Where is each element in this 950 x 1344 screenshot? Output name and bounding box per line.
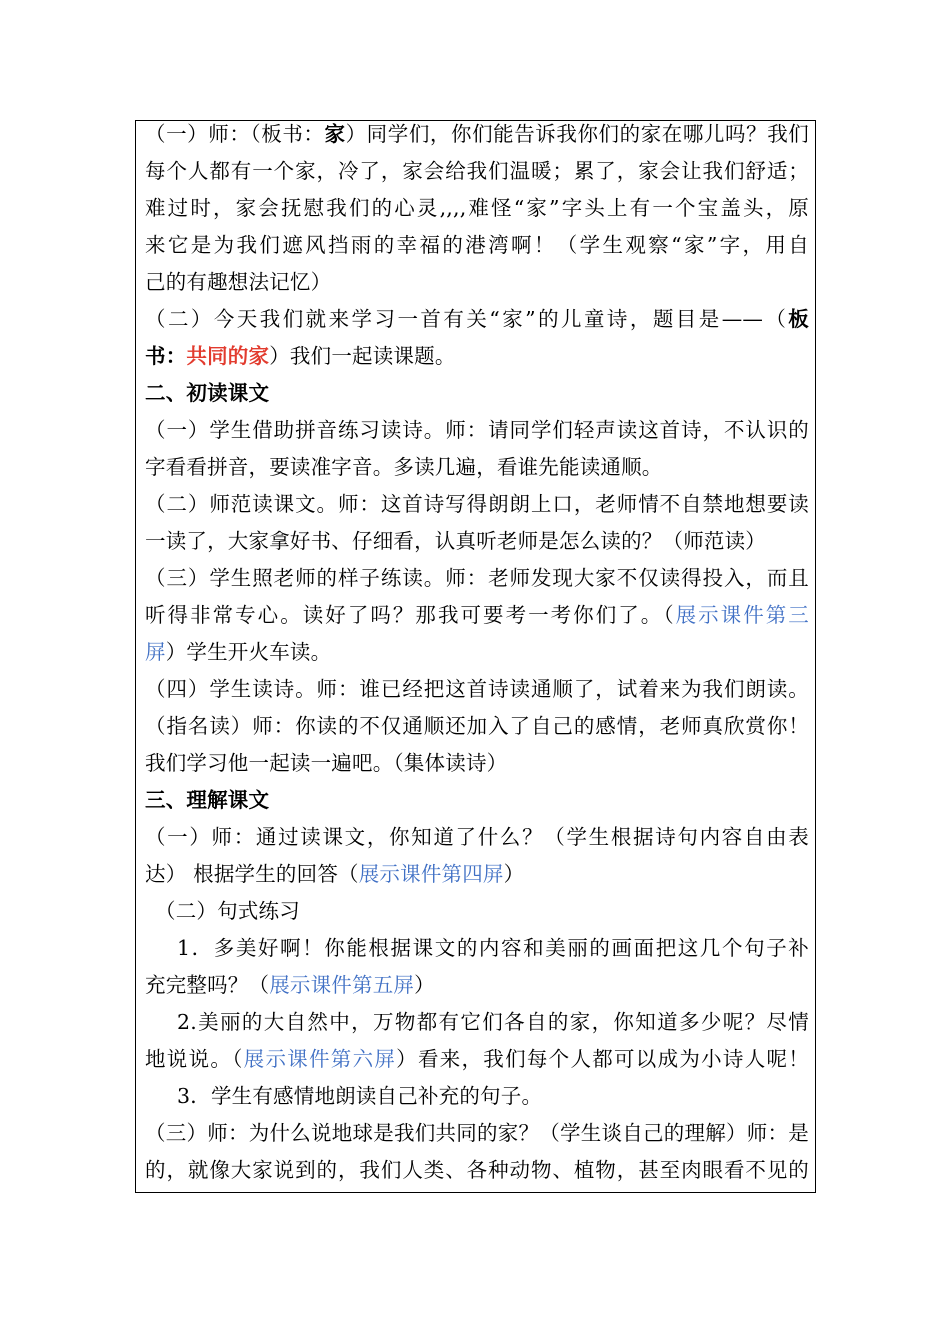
text-span: ）我们一起读课题。: [269, 344, 456, 368]
courseware-reference: 展示课件第三: [675, 603, 809, 627]
text-span: （二）今天我们就来学习一首有关“家”的儿童诗，题目是——（: [145, 307, 789, 331]
paragraph-line: 每个人都有一个家，冷了，家会给我们温暖；累了，家会让我们舒适；: [145, 159, 809, 183]
paragraph-line: [145, 634, 809, 671]
text-span: ）学生开火车读。: [165, 640, 332, 664]
courseware-reference: 屏: [145, 640, 166, 664]
paragraph-line: 的，就像大家说到的，我们人类、各种动物、植物，甚至肉眼看不见的: [145, 1158, 809, 1182]
paragraph-line: 1．多美好啊！你能根据课文的内容和美丽的画面把这几个句子补: [177, 936, 809, 960]
paragraph-line: （二）句式练习: [155, 899, 300, 923]
text-span: 充完整吗？（: [145, 973, 270, 997]
paragraph-line: [145, 597, 809, 634]
paragraph-line: [145, 338, 809, 375]
text-span: （一）师：（板书：: [145, 122, 325, 146]
lesson-title-emphasis: 共同的家: [186, 344, 270, 368]
text-span: ）看来，我们每个人都可以成为小诗人呢！: [396, 1047, 809, 1071]
text-span: ）同学们，你们能告诉我你们的家在哪儿吗？我们: [345, 122, 809, 146]
text-span: （三）学生照老师的样子练读。师：老师发现大家不仅读得投入，而且: [145, 566, 809, 590]
paragraph-line: [145, 116, 809, 153]
paragraph-line: 一读了，大家拿好书、仔细看，认真听老师是怎么读的？（师范读）: [145, 529, 766, 553]
text-span: ）: [414, 973, 435, 997]
paragraph-line: （二）师范读课文。师：这首诗写得朗朗上口，老师情不自禁地想要读: [145, 492, 809, 516]
paragraph-line: 2.美丽的大自然中，万物都有它们各自的家，你知道多少呢？尽情: [177, 1010, 809, 1034]
paragraph-line: （指名读）师：你读的不仅通顺还加入了自己的感情，老师真欣赏你！: [145, 714, 809, 738]
paragraph-line: [145, 560, 809, 597]
paragraph-line: 我们学习他一起读一遍吧。（集体读诗）: [145, 751, 508, 775]
paragraph-line: [145, 856, 809, 893]
paragraph-line: 字看看拼音，要读准字音。多读几遍，看谁先能读通顺。: [145, 455, 663, 479]
courseware-reference: 展示课件第四屏: [358, 862, 504, 886]
courseware-reference: 展示课件第五屏: [269, 973, 415, 997]
paragraph-line: （三）师：为什么说地球是我们共同的家？（学生谈自己的理解）师：是: [145, 1121, 809, 1145]
paragraph-line: 难过时，家会抚慰我们的心灵,,,,难怪“家”字头上有一个宝盖头，原: [145, 196, 809, 220]
text-span: 地说说。（: [145, 1047, 244, 1071]
text-span: ）: [503, 862, 525, 886]
paragraph-line: 3．学生有感情地朗读自己补充的句子。: [177, 1084, 543, 1108]
paragraph-line: [145, 1041, 809, 1078]
paragraph-line: [145, 301, 809, 338]
section-heading: 二、初读课文: [145, 381, 270, 405]
paragraph-line: 来它是为我们遮风挡雨的幸福的港湾啊！（学生观察“家”字，用自: [145, 233, 809, 257]
bold-text: 书：: [145, 344, 187, 368]
paragraph-line: 己的有趣想法记忆）: [145, 270, 332, 294]
bold-text: 板: [788, 307, 809, 331]
text-span: 听得非常专心。读好了吗？那我可要考一考你们了。（: [145, 603, 676, 627]
paragraph-line: （四）学生读诗。师：谁已经把这首诗读通顺了，试着来为我们朗读。: [145, 677, 809, 701]
paragraph-line: （一）学生借助拼音练习读诗。师：请同学们轻声读这首诗，不认识的: [145, 418, 809, 442]
paragraph-line: （一）师：通过读课文，你知道了什么？（学生根据诗句内容自由表: [145, 825, 809, 849]
section-heading: 三、理解课文: [145, 788, 270, 812]
lesson-content: [145, 116, 809, 1189]
bold-text: 家: [324, 122, 346, 146]
courseware-reference: 展示课件第六屏: [243, 1047, 397, 1071]
text-span: 达） 根据学生的回答（: [145, 862, 359, 886]
paragraph-line: [145, 967, 809, 1004]
